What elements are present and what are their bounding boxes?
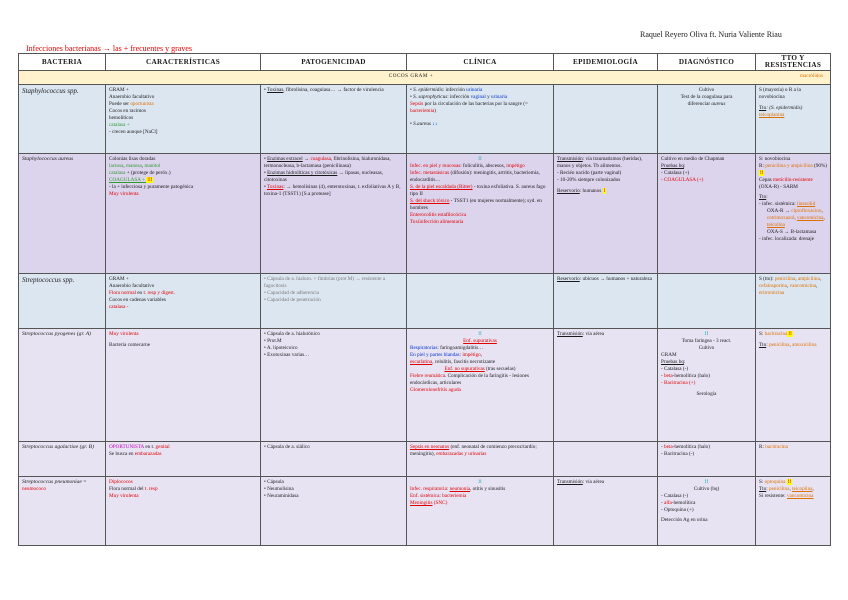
text-line: - Bacitracina (+): [661, 380, 696, 386]
text-line: Streptococcus pneumoniae =: [22, 479, 87, 485]
epi-cell: [554, 85, 658, 154]
text-line: neumococo: [22, 486, 46, 492]
text-line: - Catalasa (+): [661, 170, 690, 176]
text-line: catalasa -: [109, 304, 129, 310]
tto-cell: [756, 442, 831, 477]
text-line: Transmisión: vía aérea: [557, 331, 605, 337]
dx-cell: [658, 154, 756, 274]
pat-cell: [261, 274, 407, 329]
text-line: - Optoquina (+): [661, 507, 694, 513]
dx-cell: [658, 85, 756, 154]
text-line: Transmisión: vía traumatismos (heridas), manos y objetos. Tb alimentos.: [557, 156, 643, 169]
text-line: OPORTUNISTA en t. genital: [109, 444, 170, 450]
text-line: • Enzimas hidrolíticas y citotóxicas → lipasas, nucleasas, citotoxinas: [264, 170, 383, 183]
text-line: OXA-R → ciprofloxacino, cotrimoxazol, vancomicina, teicolina: [767, 208, 825, 228]
tto-cell: [756, 329, 831, 442]
bacteria-table: [18, 53, 831, 546]
text-line: • Cápsula de a. hialurónico: [264, 331, 320, 337]
text-line: S. del shock tóxico - TSST1 (en mujeres normalmente); syd. en hombres: [410, 198, 542, 211]
col-patogenicidad: PATOGENICIDAD: [261, 54, 407, 71]
text-line: hemolíticos: [109, 115, 134, 121]
car-cell: [106, 442, 261, 477]
text-line: Tto: penicilina, teicoplina,: [759, 486, 814, 492]
cli-cell: [407, 85, 554, 154]
text-line: Cultivo: [698, 345, 715, 351]
text-line: Tto: penicilina, amoxicilina: [759, 342, 817, 348]
text-line: Infec. respiratoria: neumonía, otitis y sinusitis: [410, 486, 506, 492]
bacteria-name: Streptococcus pyogenes (gr. A): [22, 331, 91, 337]
text-line: - COAGULASA (+): [661, 177, 704, 183]
cli-cell: [407, 154, 554, 274]
text-line: En piel y partes blandas: impétigo,: [410, 352, 483, 358]
text-line: Cultivo: [698, 87, 715, 93]
text-line: Muy virulenta: [109, 191, 139, 197]
text-line: GRAM +: [109, 276, 129, 282]
col-epidemiologia: EPIDEMIOLOGÍA: [554, 54, 658, 71]
cli-cell: [407, 477, 554, 546]
text-line: Reservorio: ubicuos → humanos + naturaleza: [557, 276, 652, 282]
text-line: • Cápsula de a. hialuro. + fimbrias (prot M) → resistente a fagocitosis: [264, 276, 385, 289]
tto-cell: [756, 85, 831, 154]
text-line: • Capacidad de adherencia: [264, 290, 319, 296]
text-line: Enf. sistémica: bacteriemia: [410, 493, 467, 499]
section-cell: [19, 71, 831, 85]
dx-cell: [658, 329, 756, 442]
text-line: Anaerobio facultativo: [109, 283, 155, 289]
car-cell: [106, 274, 261, 329]
text-line: !!: [478, 479, 482, 485]
epi-cell: [554, 329, 658, 442]
text-line: !!: [478, 156, 482, 162]
text-line: • Cápsula: [264, 479, 284, 485]
text-line: Anaerobio facultativo: [109, 94, 155, 100]
table-row: [19, 329, 831, 442]
text-line: Flora normal del t. resp: [109, 486, 158, 492]
text-line: - Bacitracina (-): [661, 451, 695, 457]
text-line: lactosa, manosa, manitol: [109, 163, 161, 169]
text-line: S: bacitracina!!: [759, 331, 792, 337]
text-line: • Toxinas, fibrolisina, coagulasa… → factor de virulencia: [264, 87, 384, 93]
text-line: Cocos en racimos: [109, 108, 146, 114]
text-line: Sepsis en neonatos (enf. neonatal de comienzo precoz/tardío; meningitis), embarazadas y urinarias: [410, 444, 537, 457]
text-line: Bacteria comecarne: [109, 342, 151, 348]
author-credit: Raquel Reyero Oliva ft. Nuria Valiente Riau: [640, 30, 782, 39]
col-clinica: CLÍNICA: [407, 54, 554, 71]
col-diagnostico: DIAGNÓSTICO: [658, 54, 756, 71]
bacteria-name: Staphylococcus spp.: [22, 87, 79, 95]
text-line: Pruebas bq:: [661, 359, 686, 365]
text-line: Cepas meticilin-resistente (OXA-R) - SARM: [759, 177, 813, 190]
section-note: macrólidos: [799, 73, 823, 79]
document-subtitle: Infecciones bacterianas → las + frecuentes y graves: [26, 44, 192, 53]
text-line: Toma faringea - 3 react.: [681, 338, 732, 344]
text-line: - infec. sistémica: linezolid: [759, 201, 816, 207]
text-line: • Cápsula de a. siálico: [264, 444, 310, 450]
text-line: Enf. no supurativas (tras secuelas): [444, 366, 516, 372]
text-line: catalasa + (protege de peróx.): [109, 170, 171, 176]
cli-cell: [407, 442, 554, 477]
header-row: [19, 54, 831, 71]
text-line: S: optoquina !!: [759, 479, 792, 485]
text-line: Se busca en embarazadas: [109, 451, 162, 457]
text-line: - Recién nacido (parte vaginal): [557, 170, 622, 176]
text-line: • Toxinas: → hemolisinas (4), enterotoxinas, t. exfoliativas A y B, toxina-1 (TSST1) [S.a protease]: [264, 184, 401, 197]
text-line: Colonias lisas doradas: [109, 156, 156, 162]
text-line: S. de la piel escaldada (Ritter) - toxina exfoliativa. S. aureus fago tipo II: [410, 184, 546, 197]
bacteria-cell: [19, 329, 106, 442]
epi-cell: [554, 274, 658, 329]
text-line: - alfa-hemolítica: [661, 500, 696, 506]
col-tto: TTO Y RESISTENCIAS: [756, 54, 831, 71]
text-line: Enterocolitis estafilocócica: [410, 212, 467, 218]
text-line: - crecen aunque [NaCl]: [109, 129, 158, 135]
text-line: Muy virulenta: [109, 493, 139, 499]
text-line: - la + infecciosa y puramente patogénica: [109, 184, 194, 190]
text-line: Cocos en cadenas variables: [109, 297, 166, 303]
car-cell: [106, 329, 261, 442]
bacteria-cell: [19, 477, 106, 546]
pat-cell: [261, 154, 407, 274]
bacteria-cell: [19, 274, 106, 329]
text-line: R: bacitracina: [759, 444, 788, 450]
table-row: [19, 85, 831, 154]
text-line: • Neuraminidasa: [264, 493, 299, 499]
text-line: Serología: [696, 391, 717, 397]
bacteria-name: Streptococcus spp.: [22, 276, 75, 284]
text-line: Si resistente: vancomicina: [759, 493, 814, 499]
pat-cell: [261, 442, 407, 477]
text-line: Toxiinfección alimentaria: [410, 219, 464, 225]
epi-cell: [554, 477, 658, 546]
text-line: R: penicilina y ampicilina (90%) !!: [759, 163, 828, 176]
text-line: • Capacidad de penetración: [264, 297, 321, 303]
text-line: Muy virulenta: [109, 331, 139, 337]
text-line: Meningitis (SNC): [410, 500, 448, 506]
table-row: [19, 442, 831, 477]
text-line: Reservorio: humanos !: [557, 188, 606, 194]
text-line: catalasa +: [109, 122, 130, 128]
text-line: Cultivo (bq): [693, 486, 720, 492]
text-line: !!: [704, 479, 709, 485]
text-line: Puede ser oportunista: [109, 101, 154, 107]
dx-cell: [658, 442, 756, 477]
pat-cell: [261, 329, 407, 442]
text-line: diferenciar aureus: [687, 101, 726, 107]
pat-cell: [261, 477, 407, 546]
car-cell: [106, 85, 261, 154]
text-line: - 10-20% siempre colonizados: [557, 177, 621, 183]
text-line: • Prot.M: [264, 338, 282, 344]
text-line: - Catalasa (-): [661, 366, 689, 372]
text-line: Respiratorias: faringoamigdalitis…: [410, 345, 484, 351]
section-row: [19, 71, 831, 85]
bacteria-cell: [19, 442, 106, 477]
text-line: Tto: (S. epidermidis): [759, 105, 803, 111]
dx-cell: [658, 274, 756, 329]
text-line: Fiebre reumática. Complicación de la faringitis - lesiones endocárdicas, articulares: [410, 373, 529, 386]
text-line: Tto:: [759, 194, 768, 200]
text-line: - beta-hemolítica (halo): [661, 444, 710, 450]
text-line: Sepsis por la circulación de las bacterias por la sangre (= bacteriemia): [410, 101, 528, 114]
text-line: Transmisión: vía aérea: [557, 479, 605, 485]
text-line: GRAM: [661, 352, 677, 358]
text-line: Enf. supurativas: [463, 338, 497, 344]
text-line: Detección Ag en orina: [661, 517, 708, 523]
text-line: GRAM +: [109, 87, 129, 93]
car-cell: [106, 477, 261, 546]
text-line: - beta-hemolítica (halo): [661, 373, 710, 379]
cli-cell: [407, 274, 554, 329]
text-line: S: novobiocina: [759, 156, 791, 162]
car-cell: [106, 154, 261, 274]
text-line: • Neumolisina: [264, 486, 294, 492]
bacteria-name: Streptococcus agalactiae (gr. B): [22, 444, 94, 450]
text-line: • Exotoxinas varias…: [264, 352, 310, 358]
pat-cell: [261, 85, 407, 154]
text-line: Glomerulonefritis aguda: [410, 387, 461, 393]
dx-cell: [658, 477, 756, 546]
text-line: • S.aureus ↓↓: [410, 121, 438, 127]
text-line: Diplococos: [109, 479, 133, 485]
text-line: S (tto): penicilina, ampicilina, cefalosporina, vancomicina, eritromicina: [759, 276, 822, 296]
tto-cell: [756, 274, 831, 329]
epi-cell: [554, 154, 658, 274]
tto-cell: [756, 154, 831, 274]
bacteria-cell: [19, 154, 106, 274]
text-line: Cultivo en medio de Chapman: [661, 156, 725, 162]
text-line: S (mayoría) o R a la novobiocina: [759, 87, 801, 100]
text-line: • Enzimas extracel → coagulasa, fibrinolisina, hialuronidasa, termonucleasa, b-lactamasa (penicilinasa): [264, 156, 391, 169]
text-line: • S. epidermidis: infección urinaria: [410, 87, 483, 93]
text-line: • A. lipoteicoico: [264, 345, 298, 351]
text-line: - infec. localizada: drenaje: [759, 236, 815, 242]
col-caracteristicas: CARACTERÍSTICAS: [106, 54, 261, 71]
text-line: escarlatina, celulitis, fascitis necrotizante: [410, 359, 496, 365]
text-line: OXA-S → B-lactamasa: [767, 229, 817, 235]
text-line: Infec. en piel y mucosas: foliculitis, abscesos, impétigo: [410, 163, 525, 169]
epi-cell: [554, 442, 658, 477]
text-line: Test de la coagulasa para: [680, 94, 733, 100]
text-line: Infec. metastásicas (difusión): meningitis, artritis, bacteriemia, endocarditis…: [410, 170, 540, 183]
bacteria-name: Staphylococcus aureus: [22, 156, 74, 162]
text-line: COAGULASA + !!!: [109, 177, 153, 183]
text-line: - Catalasa (-): [661, 493, 689, 499]
text-line: !!: [704, 331, 709, 337]
text-line: Flora normal en t. resp y digest.: [109, 290, 176, 296]
cli-cell: [407, 329, 554, 442]
tto-cell: [756, 477, 831, 546]
text-line: !!: [478, 331, 482, 337]
table-row: [19, 274, 831, 329]
text-line: • S. saprophyticus: infección vaginal y urinaria: [410, 94, 508, 100]
bacteria-cell: [19, 85, 106, 154]
col-bacteria: BACTERIA: [19, 54, 106, 71]
table-row: [19, 154, 831, 274]
text-line: teicoplanina: [759, 112, 785, 118]
text-line: Pruebas bq:: [661, 163, 686, 169]
section-label: COCOS GRAM +: [388, 73, 434, 79]
table-row: [19, 477, 831, 546]
